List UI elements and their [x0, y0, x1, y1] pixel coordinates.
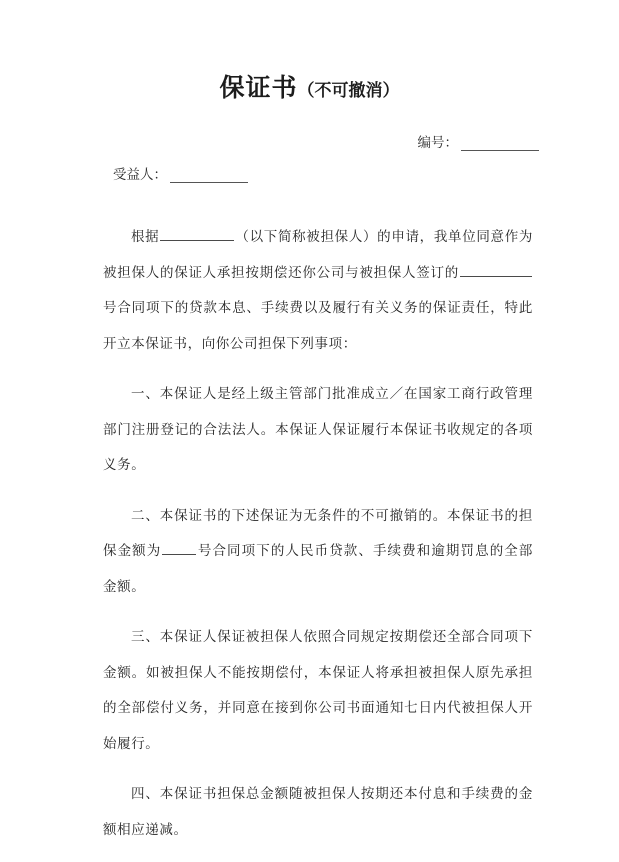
field-beneficiary-blank[interactable] — [170, 170, 248, 183]
clause-2-blank-amount[interactable] — [162, 541, 196, 555]
clause-item-4 — [103, 777, 533, 848]
preamble-text-middle: （以下简称被担保人）的申请，我单位同意作为被担保人的保证人承担按期偿还你公司与被担保人签订的 — [103, 229, 533, 281]
clause-4-index: 四、 — [131, 786, 160, 802]
clause-3-text: 本保证人保证被担保人依照合同规定按期偿还全部合同项下金额。如被担保人不能按期偿付，本保证人将承担被担保人原先承担的全部偿付义务，并同意在接到你公司书面通知七日内代被担保人开始履行。 — [103, 629, 533, 752]
clause-1-index: 一、 — [131, 386, 160, 402]
page-title — [0, 68, 619, 104]
title-sub-text: （不可撤消） — [297, 81, 400, 101]
preamble-blank-applicant[interactable] — [160, 227, 234, 241]
clause-3-index: 三、 — [131, 629, 160, 645]
clause-2-text-start: 本保证书的下述保证为无条件的不可撤销的。本保证书的担保金额为 — [103, 507, 533, 559]
preamble-text-start: 根据 — [131, 229, 160, 245]
field-beneficiary-label: 受益人： — [113, 167, 167, 183]
field-number-blank[interactable] — [461, 138, 539, 151]
field-number-label: 编号： — [417, 135, 458, 151]
clause-2-index: 二、 — [131, 507, 160, 524]
clause-item-2 — [103, 499, 533, 606]
field-number — [418, 131, 540, 151]
clause-item-3 — [103, 620, 533, 762]
clause-1-text: 本保证人是经上级主管部门批准成立／在国家工商行政管理部门注册登记的合法法人。本保证人保证履行本保证书收规定的各项义务。 — [103, 386, 533, 473]
field-beneficiary — [113, 163, 248, 183]
document-body — [103, 220, 533, 862]
clause-2-text-end: 号合同项下的人民币贷款、手续费和逾期罚息的全部金额。 — [103, 543, 533, 595]
preamble-blank-contract[interactable] — [460, 263, 532, 277]
title-main-text: 保证书 — [219, 73, 298, 102]
preamble-text-end: 号合同项下的贷款本息、手续费以及履行有关义务的保证责任，特此开立本保证书，向你公司担保下列事项： — [103, 300, 533, 352]
clause-item-1 — [103, 377, 533, 484]
clause-4-text: 本保证书担保总金额随被担保人按期还本付息和手续费的金额相应递减。 — [103, 786, 533, 838]
paragraph-preamble — [103, 220, 533, 362]
